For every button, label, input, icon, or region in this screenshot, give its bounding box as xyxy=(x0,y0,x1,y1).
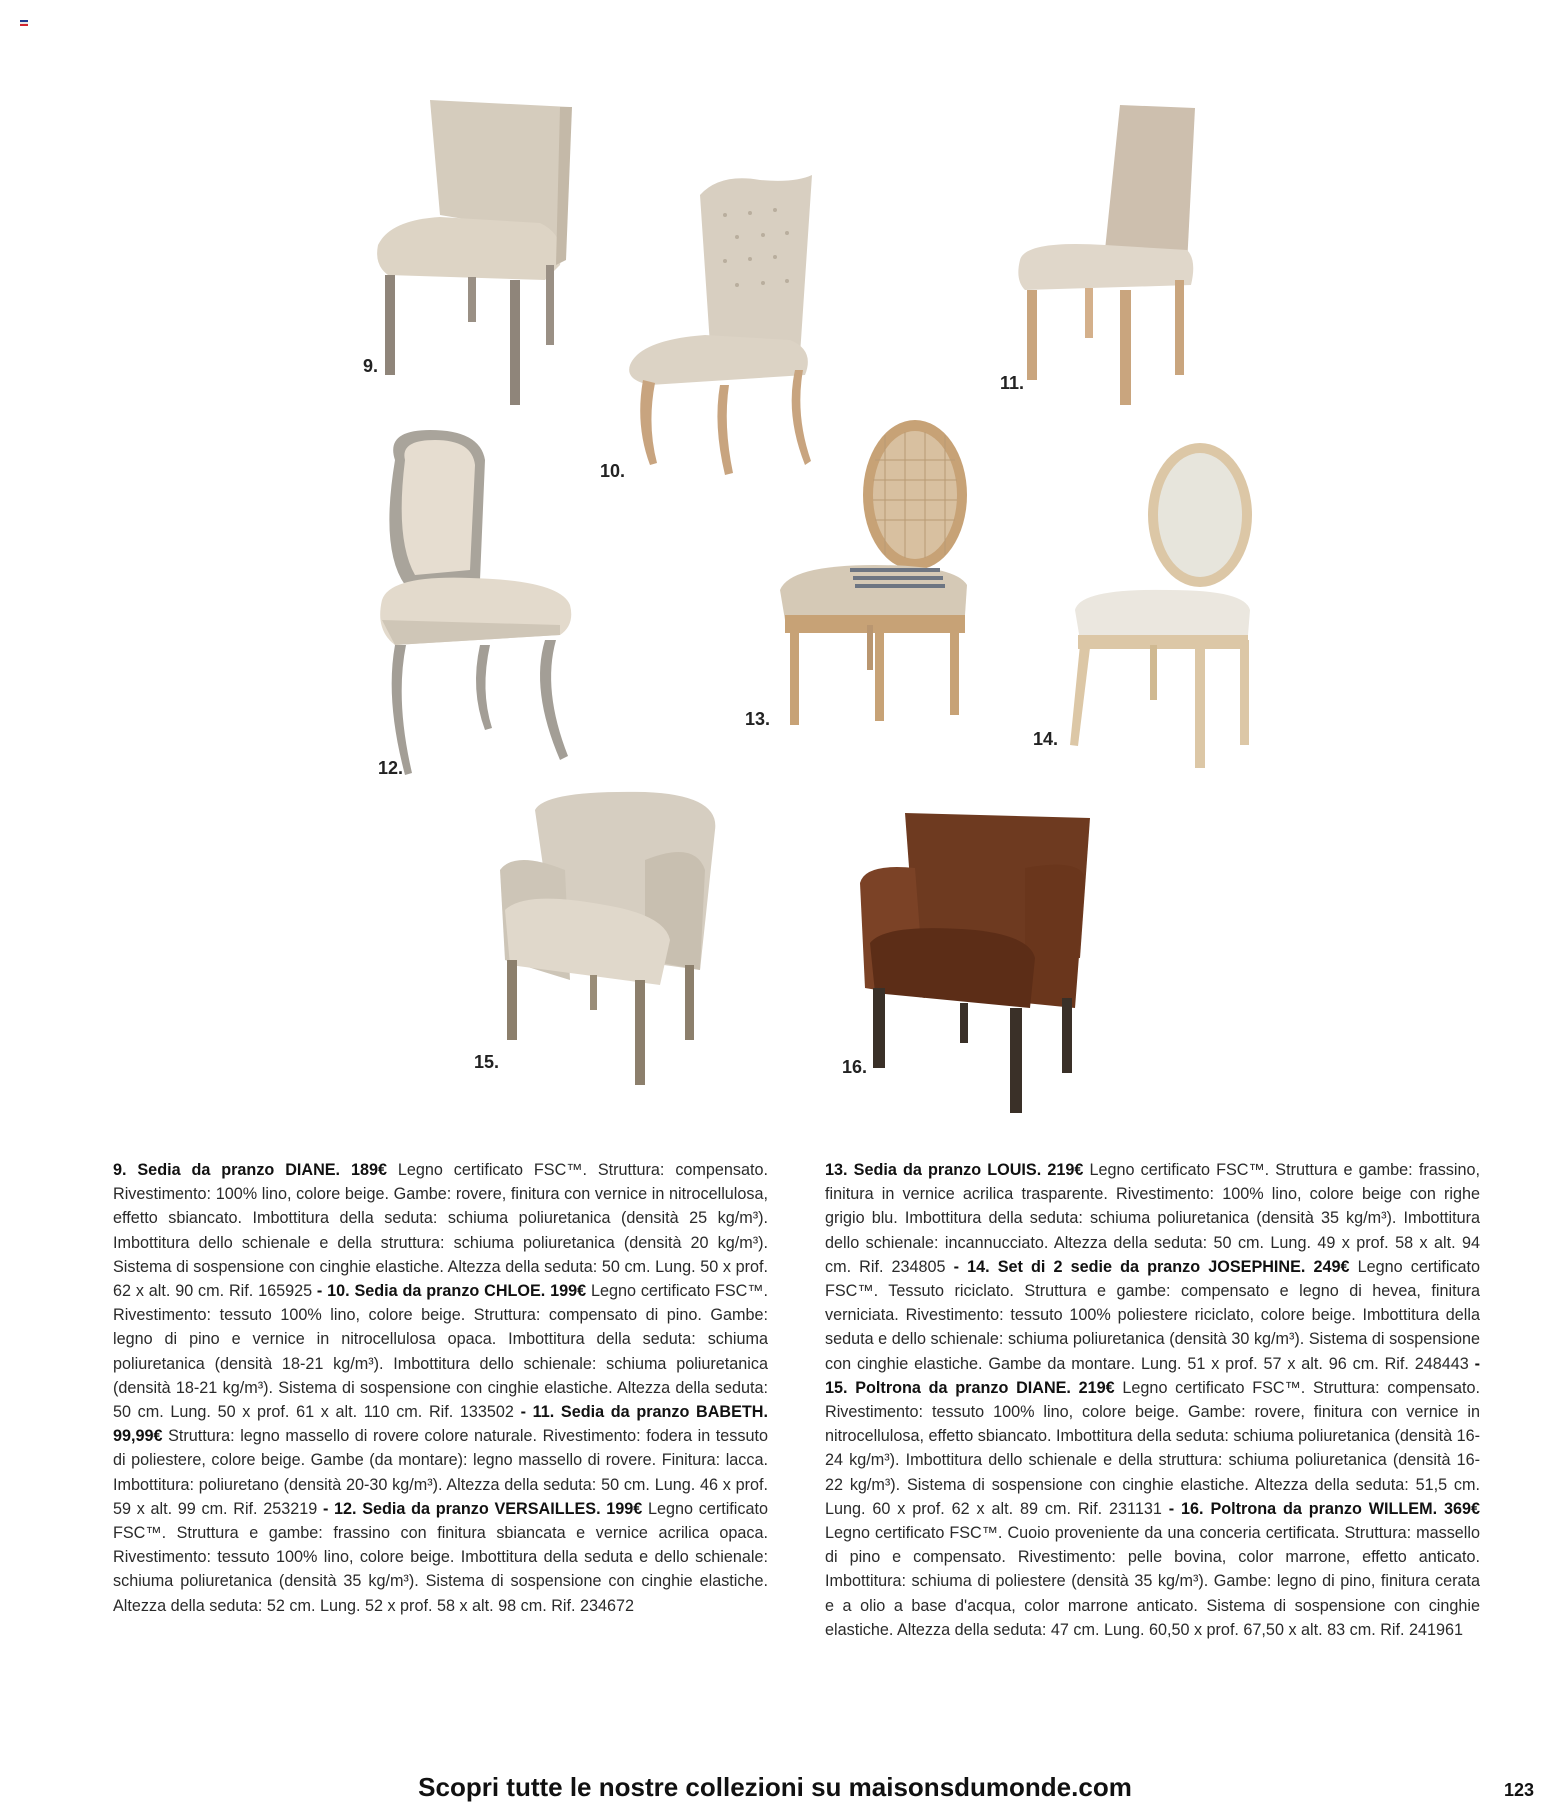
product-description: Legno certificato FSC™. Cuoio proveniente da una conceria certificata. Struttura: massello di pino e compensato. Rivestimento: pelle bovina, color marrone, effetto anticato. Imbottitura: schiuma di poliestere (densità 35 kg/m³). Gambe: legno di pino, finitura cerata e a olio a base d'acqua, color marrone anticato. Sistema di sospensione con cinghie elastiche. Altezza della seduta: 47 cm. Lung. 60,50 x prof. 67,50 x alt. 83 cm. Rif. 241961 xyxy=(825,1524,1480,1639)
product-number: 11. xyxy=(1000,373,1025,393)
product-description: Legno certificato FSC™. Struttura e gambe: frassino con finitura sbiancata e vernice acrilica opaca. Rivestimento: tessuto 100% lino, colore beige. Imbottitura della seduta e dello schienale: schiuma poliuretanica (densità 35 kg/m³). Sistema di sospensione con cinghie elastiche. Altezza della seduta: 52 cm. Lung. 52 x prof. 58 x alt. 98 cm. Rif. 234672 xyxy=(113,1499,768,1615)
armchair-willem-image xyxy=(855,808,1095,1118)
product-description: Struttura: legno massello di rovere colore naturale. Rivestimento: fodera in tessuto di poliestere, colore beige. Gambe (da montare): legno massello di rovere. Finitura: lacca. Imbottitura: poliuretano (densità 20-30 kg/m³). Altezza della seduta: 50 cm. Lung. 46 x prof. 59 x alt. 99 cm. Rif. 253219 xyxy=(113,1427,768,1518)
product-title: - 16. Poltrona da pranzo WILLEM. 369€ xyxy=(1168,1499,1480,1518)
flag-icon xyxy=(20,20,28,26)
dining-chair-versailles-image xyxy=(370,430,580,785)
page-number: 123 xyxy=(1503,1780,1534,1800)
armchair-diane-image xyxy=(495,790,720,1095)
product-number: 12. xyxy=(378,758,404,778)
product-number: 9. xyxy=(363,356,379,376)
product-description: Legno certificato FSC™. Tessuto riciclato. Struttura e gambe: compensato e legno di hevea, finitura verniciata. Rivestimento: tessuto 100% poliestere riciclato, colore beige. Imbottitura della seduta e dello schienale: schiuma poliuretanica (densità 30 kg/m³). Sistema di sospensione con cinghie elastiche. Gambe da montare. Lung. 51 x prof. 57 x alt. 96 cm. Rif. 248443 xyxy=(825,1257,1481,1373)
product-title: - 14. Set di 2 sedie da pranzo JOSEPHINE. 249€ xyxy=(953,1257,1350,1276)
product-number: 10. xyxy=(600,461,626,481)
product-description: Legno certificato FSC™. Struttura: compensato. Rivestimento: 100% lino, colore beige. Gambe: rovere, finitura con vernice in nitrocellulosa, effetto sbiancato. Imbottitura della seduta: schiuma poliuretanica (densità 25 kg/m³). Imbottitura dello schienale e della struttura: schiuma poliuretanica (densità 20 kg/m³). Sistema di sospensione con cinghie elastiche. Altezza della seduta: 50 cm. Lung. 50 x prof. 62 x alt. 90 cm. Rif. 165925 xyxy=(113,1161,768,1301)
dining-chair-diane-image xyxy=(370,95,590,415)
product-description: Legno certificato FSC™. Rivestimento: tessuto 100% lino, colore beige. Struttura: compensato di pino. Gambe: legno di pino e vernice in nitrocellulosa opaca. Imbottitura della seduta: schiuma poliuretanica (densità 18-21 kg/m³). Imbottitura dello schienale: schiuma poliuretanica (densità 18-21 kg/m³). Sistema di sospensione con cinghie elastiche. Altezza della seduta: 50 cm. Lung. 50 x prof. 61 x alt. 110 cm. Rif. 133502 xyxy=(113,1282,768,1422)
product-title: 9. Sedia da pranzo DIANE. 189€ xyxy=(113,1161,387,1179)
product-number: 14. xyxy=(1033,729,1059,749)
dining-chair-louis-image xyxy=(775,420,975,735)
product-title: 13. Sedia da pranzo LOUIS. 219€ xyxy=(825,1161,1084,1179)
product-number: 16. xyxy=(842,1057,868,1077)
dining-chair-babeth-image xyxy=(1015,100,1200,410)
product-description: Legno certificato FSC™. Struttura: compensato. Rivestimento: tessuto 100% lino, colore beige. Gambe: rovere, finitura con vernice in nitrocellulosa, effetto sbiancato. Imbottitura della seduta: schiuma poliuretanica (densità 16-24 kg/m³). Imbottitura dello schienale e della struttura: schiuma poliuretanica (densità 16-22 kg/m³). Sistema di sospensione con cinghie elastiche. Altezza della seduta: 51,5 cm. Lung. 60 x prof. 62 x alt. 89 cm. Rif. 231131 xyxy=(825,1378,1480,1518)
product-title: - 11. Sedia da pranzo BABETH. 99,99€ xyxy=(113,1403,768,1446)
product-number: 13. xyxy=(745,709,771,729)
dining-chair-josephine-image xyxy=(1060,440,1260,775)
description-right-column xyxy=(825,1158,1480,1642)
product-title: - 10. Sedia da pranzo CHLOE. 199€ xyxy=(316,1282,587,1301)
product-title: - 15. Poltrona da pranzo DIANE. 219€ xyxy=(825,1354,1480,1397)
footer-banner: Scopri tutte le nostre collezioni su maisonsdumonde.com xyxy=(418,1772,1132,1802)
product-number: 15. xyxy=(474,1052,500,1072)
product-title: - 12. Sedia da pranzo VERSAILLES. 199€ xyxy=(322,1499,643,1518)
product-description: Legno certificato FSC™. Struttura e gambe: frassino, finitura in vernice acrilica trasparente. Rivestimento: 100% lino, colore beige con righe grigio blu. Imbottitura della seduta: schiuma poliuretanica (densità 35 kg/m³). Imbottitura dello schienale: incannucciato. Altezza della seduta: 50 cm. Lung. 49 x prof. 58 x alt. 94 cm. Rif. 234805 xyxy=(825,1161,1480,1276)
description-left-column xyxy=(113,1158,768,1618)
